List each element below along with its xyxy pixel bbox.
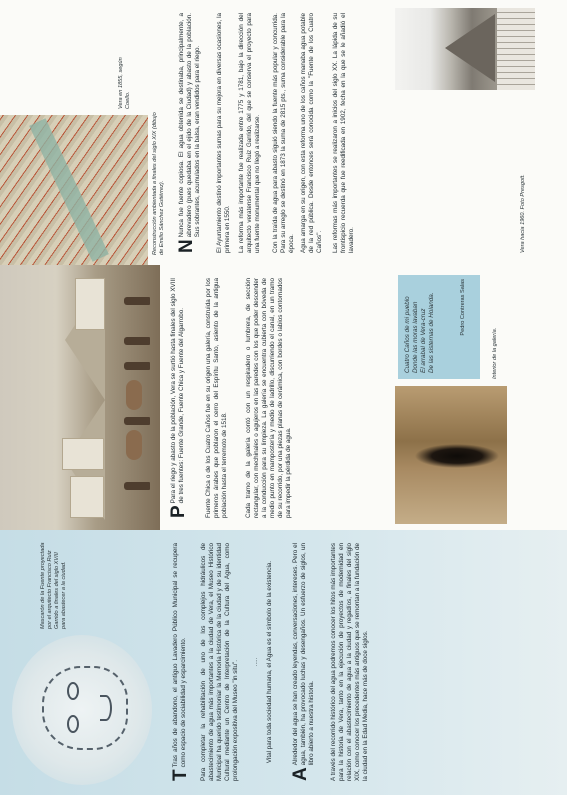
painting-figure: [124, 297, 150, 305]
photo-mountain: [445, 14, 495, 82]
panel3-paragraph-2: El Ayuntamiento destinó importantes sumas para su mejora en diversas ocasiones, la primera en 1550.: [216, 13, 232, 253]
panel1-paragraph-4-text: Alrededor del agua se han creado leyendas, conversaciones, intereses. Pero el agua, también, ha provocado luchas y desengaños. Un esfuerzo de siglos, un libro abierto a nuestra historia.: [292, 543, 316, 766]
mascaron-mouth: [100, 695, 112, 721]
painting-horse: [126, 380, 142, 410]
panel3-paragraph-1: [178, 13, 202, 253]
map-1855: [0, 115, 148, 265]
panel3-paragraph-6: Las reformas más importantes se realizaron a inicios del siglo XX. La lápida de su frontispicio recuerda que fue reedificada en 1902, fecha en la que se le añadió el lavadero.: [332, 13, 356, 253]
painting-figure: [124, 417, 150, 425]
map-river: [29, 118, 109, 262]
panel1-paragraph-3: Vital para toda sociedad humana, el Agua es el símbolo de la existencia.: [266, 560, 273, 764]
painting-figure: [124, 337, 150, 345]
panel3-paragraph-5: Agua amarga en su origen, con esta reforma uno de los caños manaba agua potable de la red pública. Desde entonces será conocida como la "Fuente de los Cuatro Caños".: [300, 13, 324, 253]
drop-cap: N: [176, 239, 197, 253]
mascaron-face: [42, 666, 128, 750]
mascaron-caption: Mascarón de la Fuente proyectada por el arquitecto Francisco Ruiz Garrido a finales del siglo XVIII para abastecer a la ciudad.: [40, 542, 67, 629]
painting-building: [70, 476, 104, 518]
vera-1960-photo: [395, 8, 535, 90]
painting-figure: [124, 482, 150, 490]
panel1-dots: .....: [252, 657, 259, 667]
photo-houses: [497, 8, 535, 90]
mascaron-eye: [67, 682, 79, 700]
panel3-paragraph-1-text: Nunca fue fuente copiosa. El agua obtenida se destinaba, principalmente, a abrevadero (pues quedaba en el ejido de la Ciudad) y abasto de la población. Sus sobrantes, acumulados en la balsa, eran vendidos para el riego.: [178, 13, 202, 238]
lavadero-painting: [0, 265, 160, 530]
poem-box: [398, 275, 480, 379]
panel2-paragraph-1-text: Para el riego y abasto de la población, Vera se surtió hasta finales del siglo XVIII de tres fuentes: Fuente Grande, Fuente Chica y Fuente del Algarrobo.: [170, 278, 186, 504]
panel2-paragraph-2: Fuente Chica o de los Cuatro Caños fue en su origen una galería, construida por los primeros árabes que poblaron el cerro del Espíritu Santo, asiento de la antigua población hasta el terremoto de 1518.: [205, 278, 229, 518]
panel2-paragraph-1: [170, 278, 187, 518]
poem-line-4: De las sisternas de Holanda.: [428, 292, 435, 373]
map-caption: Vera en 1855, según Coello.: [118, 57, 131, 109]
panel1-paragraph-1: [172, 543, 189, 781]
drop-cap: A: [290, 767, 311, 781]
mascaron-eye: [67, 715, 79, 733]
drop-cap: P: [168, 505, 189, 518]
painting-building: [75, 278, 105, 330]
panel2-paragraph-3: Cada tramo de la galería contó con un respiradero o lumbrera, de sección rectangular, con mechinales o agujeros en las paredes con los que poder descender a la conducción para su limpieza. La galería se encuentra cubierta con bóveda de medio punto en mampostería y medio de ladrillo, discurriendo el canal, en un tramo de su recorrido, por una piezas planas de cerámica, con bordes o labios contornados para impedir la pérdida de agua.: [245, 278, 293, 518]
painting-figure: [124, 362, 150, 370]
poem-line-2: Donde las moras lavaban: [412, 301, 419, 373]
gallery-caption: Interior de la galería.: [492, 327, 498, 379]
photo-caption: Vera hacia 1960. Foto Presgott.: [520, 174, 526, 253]
panel3-paragraph-3: La reforma más importante fue realizada entre 1775 y 1781, bajo la dirección del arquitecto veratense Francisco Ruiz Garrido, del que se conserva el proyecto para una fuente monumental que no llegó a realizarse.: [238, 13, 262, 253]
poem-line-1: Cuatro Caños de mi pueblo: [404, 296, 411, 373]
mascaron-drawing: [12, 635, 152, 785]
panel-middle: [0, 265, 567, 530]
panel1-paragraph-1-text: Tras años de abandono, el antiguo Lavadero Público Municipal se recupera como espacio de sociabilidad y esparcimiento.: [172, 543, 188, 768]
panel-right: [0, 0, 567, 265]
panel-left: [0, 530, 567, 795]
panel1-paragraph-4: [292, 543, 316, 781]
panel1-paragraph-5: A través del recorrido histórico del agua podremos conocer los hitos más importantes para la historia de Vera, tanto en la ejecución de proyectos de modernidad en relación con el abastecimiento de agua a la ciudad y regadíos, a finales del siglo XIX, como conocer los precedentes más antiguos que se remontan a la fundación de la ciudad en la Edad Media, hace más de doce siglos.: [330, 543, 370, 781]
painting-building: [62, 438, 104, 470]
poem-line-3: El arrabal de Vera-cruz: [420, 308, 427, 373]
reconstruction-caption: Reconstrucción ambientada a finales del siglo XIX (dibujo de Emilio Sánchez Gutiérrez).: [152, 112, 165, 255]
panel3-paragraph-4: Con la traída de agua para abasto siguió siendo la fuente más popular y concurrida. Para su arreglo se destinó en 1873 la suma de 2815 pts., suma considerable para la época.: [272, 13, 296, 253]
drop-cap: T: [170, 769, 191, 781]
panel1-paragraph-2: Para completar la rehabilitación de uno de los complejos hidráulicos de abastecimiento de agua más importantes a la ciudad de Vera, el Museo Histórico Municipal ha querido testimoniar la Memoria Histórica de la ciudad y de su identidad Cultural mediante un Centro de Interpretación de la Cultura del Agua, como prolongación expositiva del Museo "in situ".: [200, 543, 240, 781]
gallery-interior-photo: [395, 386, 507, 524]
painting-horse: [126, 430, 142, 460]
poem-author: Pedro Contreras Salas: [460, 279, 466, 336]
